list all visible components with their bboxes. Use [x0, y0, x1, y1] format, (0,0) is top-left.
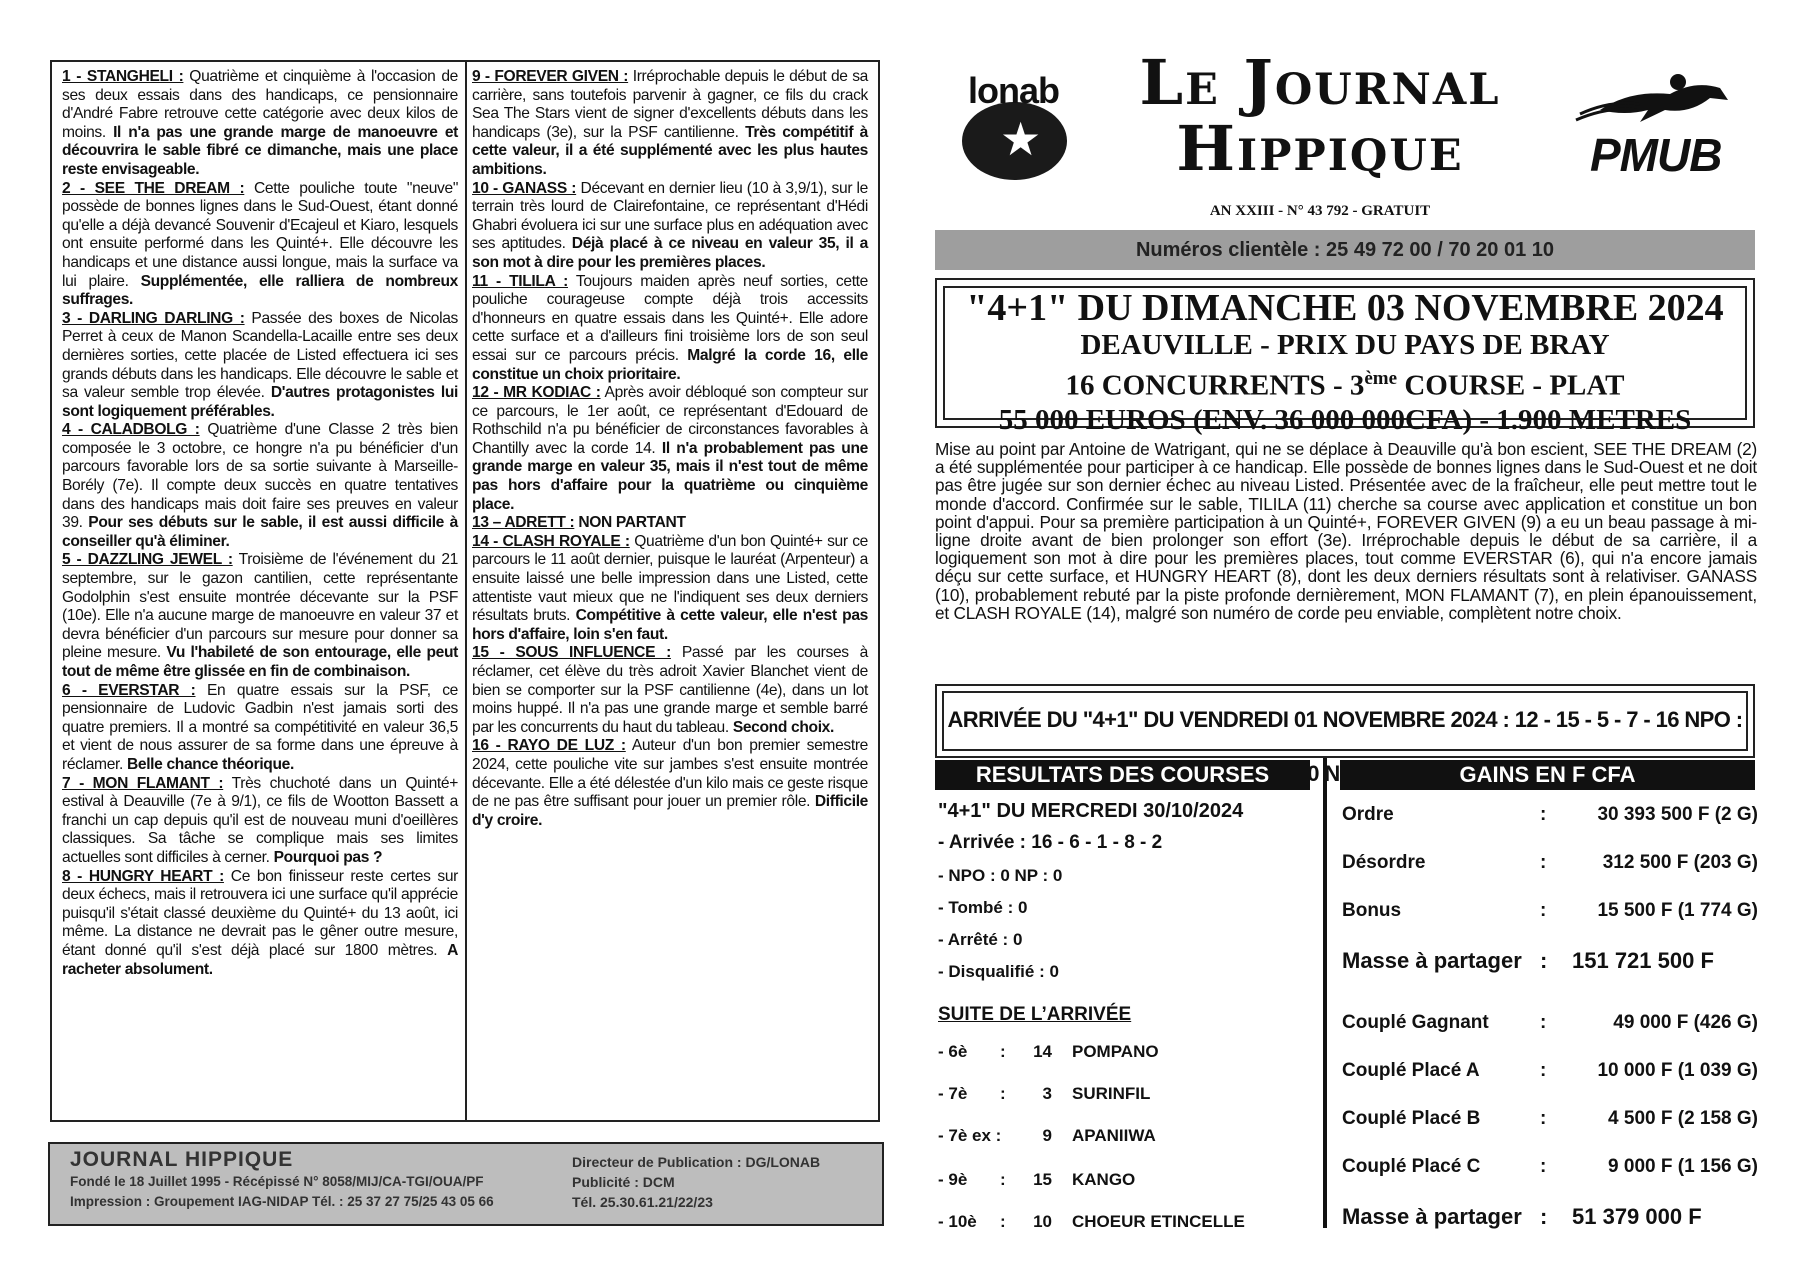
- commentary-entry: [62, 775, 458, 868]
- footer-director: Directeur de Publication : DG/LONAB: [572, 1154, 821, 1170]
- suite-num: 10: [1033, 1212, 1052, 1231]
- gains-label: Bonus: [1342, 900, 1402, 921]
- suite-pos: - 10è: [938, 1212, 977, 1231]
- gains-label: Couplé Gagnant: [1342, 1012, 1489, 1033]
- race-title: "4+1" DU DIMANCHE 03 NOVEMBRE 2024: [966, 287, 1724, 329]
- horse-comment: En quatre essais sur la PSF, ce pensionnaire de Ludovic Gadbin n'est jamais sorti des quatre premiers. Il a montré sa compétitivité en valeur 36,5 et vient de nous assurer de sa forme dans une épreuve à réclamer.: [62, 681, 458, 773]
- lonab-logo-text: lonab: [968, 70, 1059, 111]
- commentary-entry: [472, 533, 868, 645]
- commentary-entry: [472, 644, 868, 737]
- footer-line: Fondé le 18 Juillet 1995 - Récépissé N° 8058/MIJ/CA-TGI/OUA/PF: [70, 1174, 484, 1189]
- star-icon: ★: [1000, 113, 1042, 165]
- horse-name: 15 - SOUS INFLUENCE :: [472, 644, 671, 662]
- column-divider: [465, 62, 467, 1120]
- gains-colon: :: [1540, 1204, 1548, 1229]
- gains-colon: :: [1540, 1156, 1547, 1177]
- commentary-entry: [472, 273, 868, 385]
- suite-title: SUITE DE L’ARRIVÉE: [938, 1004, 1132, 1025]
- commentary-entry: [62, 310, 458, 422]
- commentary-entry: [472, 737, 868, 830]
- horse-verdict: D'autres protagonistes lui sont logiquement préférables.: [62, 384, 458, 420]
- horse-comment: Irréprochable depuis le début de sa carrière, sans toutefois parvenir à gagner, ce fils du crack Sea The Stars vient de signer d'excellents débuts dans les handicaps (3e), sur la PSF cantilienne.: [472, 68, 868, 141]
- gains-label: Masse à partager: [1342, 948, 1522, 973]
- horse-name: 8 - HUNGRY HEART :: [62, 867, 224, 885]
- gains-label: Désordre: [1342, 852, 1426, 873]
- suite-pos: - 6è: [938, 1042, 968, 1061]
- suite-num: 9: [1042, 1126, 1052, 1145]
- gains-value: 10 000 F (1 039 G): [1597, 1060, 1758, 1081]
- horse-name: 9 - FOREVER GIVEN :: [472, 68, 629, 85]
- horse-name: 7 - MON FLAMANT :: [62, 774, 224, 792]
- gains-value: 9 000 F (1 156 G): [1608, 1156, 1758, 1177]
- gains-colon: :: [1540, 1060, 1547, 1081]
- results-title: "4+1" DU MERCREDI 30/10/2024: [938, 800, 1244, 822]
- commentary-column-2: [472, 68, 868, 830]
- suite-name: APANIIWA: [1072, 1126, 1156, 1145]
- horse-verdict: Pour ses débuts sur le sable, il est aussi difficile à conseiller qu'à éliminer.: [62, 514, 458, 550]
- results-line: - NPO : 0 NP : 0: [938, 866, 1063, 885]
- suite-name: KANGO: [1072, 1170, 1136, 1189]
- gains-colon: :: [1540, 948, 1548, 973]
- horse-verdict: Second choix.: [732, 718, 834, 736]
- gains-value: 30 393 500 F (2 G): [1597, 804, 1758, 825]
- horse-comment: Quatrième et cinquième à l'occasion de ses deux essais dans des handicaps, ce pensionnaire d'André Fabre retrouve cette catégorie avec deux kilos de moins.: [62, 68, 458, 141]
- gains-value: 15 500 F (1 774 G): [1597, 900, 1758, 921]
- horse-name: 5 - DAZZLING JEWEL :: [62, 551, 233, 569]
- gains-value: 51 379 000 F: [1572, 1204, 1702, 1229]
- horse-verdict: A racheter absolument.: [62, 941, 458, 978]
- commentary-box: [50, 60, 880, 1122]
- horse-name: 13 – ADRETT :: [472, 514, 575, 532]
- results-line: - Arrivée : 16 - 6 - 1 - 8 - 2: [938, 832, 1163, 853]
- suite-name: SURINFIL: [1072, 1084, 1151, 1103]
- gains-label: Couplé Placé B: [1342, 1108, 1481, 1129]
- gains-colon: :: [1540, 1012, 1547, 1033]
- horse-verdict: Il n'a probablement pas une grande marge en valeur 35, mais il n'est tout de même pas hors d'affaire pour la quatrième ou cinquième place.: [472, 439, 868, 513]
- suite-name: CHOEUR ETINCELLE: [1072, 1212, 1245, 1231]
- suite-pos: - 7è: [938, 1084, 968, 1103]
- suite-num: 3: [1042, 1084, 1052, 1103]
- suite-pos: - 9è: [938, 1170, 968, 1189]
- horse-verdict: Belle chance théorique.: [126, 755, 294, 773]
- gains-colon: :: [1540, 852, 1547, 873]
- horse-comment: Quatrième d'une Classe 2 très bien composée le 3 octobre, ce hongre n'a pu bénéficier d'un parcours favorable lors de sa sortie suivante à Marseille-Borély (7e). Il compte deux succès en quatre tentatives dans des handicaps mais doit faire ses preuves en valeur 39.: [62, 421, 458, 532]
- horse-verdict: Pourquoi pas ?: [273, 848, 383, 866]
- suite-name: POMPANO: [1072, 1042, 1159, 1061]
- horse-name: 3 - DARLING DARLING :: [62, 309, 245, 327]
- horse-comment: Très chuchoté dans un Quinté+ estival à Deauville (7e à 9/1), ce fils de Wootton Bassett a franchi un cap depuis qu'il est de nouveau muni d'oeillères classiques. Sa tâche se complique mais ses limites actuelles sont difficiles à cerner.: [62, 774, 458, 866]
- edition-line: AN XXIII - N° 43 792 - GRATUIT: [1209, 203, 1431, 219]
- race-venue: DEAUVILLE - PRIX DU PAYS DE BRAY: [1080, 329, 1610, 361]
- horse-comment: Troisième de l'événement du 21 septembre, sur le gazon cantilien, cette représentante Godolphin s'est ensuite montrée décevante sur la PSF (10e). Elle n'a aucune marge de manoeuvre en valeur 37 et devra bénéficier d'un parcours sur mesure pour donner sa pleine mesure.: [62, 551, 458, 662]
- commentary-entry: [62, 68, 458, 180]
- gains-label: Couplé Placé C: [1342, 1156, 1481, 1177]
- results-line: - Arrêté : 0: [938, 930, 1023, 949]
- commentary-entry: [62, 180, 458, 310]
- horse-verdict: Il n'a pas une grande marge de manoeuvre et découvrira le sable fibré ce dimanche, mais une place reste envisageable.: [62, 123, 458, 178]
- horse-comment: Auteur d'un bon premier semestre 2024, cette pouliche vite sur jambes s'est ensuite montrée décevante. Elle a été délestée d'un kilo mais ce geste risque de ne pas être suffisant pour jouer un premier rôle.: [472, 737, 868, 811]
- horse-comment: Quatrième d'un bon Quinté+ sur ce parcours le 11 août dernier, puisque le lauréat (Arpenteur) a ensuite laissé une belle impression dans une Listed, cette attentiste vaut mieux que ne l'indiquent ses deux derniers résultats bruts.: [472, 532, 868, 625]
- pmub-logo: PMUB: [1590, 129, 1722, 181]
- horse-verdict: NON PARTANT: [578, 514, 686, 532]
- gains-value: 49 000 F (426 G): [1613, 1012, 1758, 1033]
- results-header: RESULTATS DES COURSES: [935, 760, 1310, 790]
- race-synopsis: Mise au point par Antoine de Watrigant, qui ne se déplace à Deauville qu'à bon escient, SEE THE DREAM (2) a été supplémentée pour participer à ce handicap. Elle possède de bonnes lignes dans le Sud-Ouest et ne doit pas être jugée sur son dernier échec au niveau Listed. Présentée avec de la fraîcheur, elle peut mettre tout le monde d'accord. Confirmée sur le sable, TILILA (11) cherche sa course avec application et constitue un bon point d'appui. Pour sa première participation à un Quinté+, FOREVER GIVEN (9) a eu un beau passage à mi-ligne droite avant de bien prolonger son effort (3e). Irréprochable depuis le début de sa carrière, il a logiquement son mot à dire pour les premières places, tout comme EVERSTAR (6), qui n'a encore jamais déçu sur cette surface, et HUNGRY HEART (8), dont les deux derniers résultats sont à relativiser. GANASS (10), probablement rebuté par la piste profonde dernièrement, MON FLAMANT (7), en plein épanouissement, et CLASH ROYALE (14), malgré son numéro de corde peu enviable, complètent notre choix.: [935, 439, 1757, 623]
- horse-name: 2 - SEE THE DREAM :: [62, 179, 245, 197]
- horse-verdict: Compétitive à cette valeur, elle n'est pas hors d'affaire, loin s'en faut.: [472, 607, 868, 643]
- results-divider: [1323, 758, 1327, 1228]
- commentary-entry: [472, 514, 868, 533]
- gains-value: 312 500 F (203 G): [1602, 852, 1758, 873]
- commentary-entry: [62, 421, 458, 551]
- footer-line: Impression : Groupement IAG-NIDAP Tél. : 25 37 27 75/25 43 05 66: [70, 1194, 494, 1209]
- horse-jockey-icon: [1570, 70, 1740, 130]
- horse-comment: Décevant en dernier lieu (10 à 3,9/1), sur le terrain très lourd de Clairefontaine, ce représentant d'Hédi Ghabri évoluera ici sur une surface plus en adéquation avec ses aptitudes.: [472, 179, 868, 253]
- horse-comment: Ce bon finisseur reste certes sur deux échecs, mais il retrouvera ici une surface qu'il apprécie puisqu'il s'était classé deuxième du Quinté+ du 13 août, ici même. La distance ne devrait pas le gêner outre mesure, étant donné qu'il s'est déjà placé sur 1800 mètres.: [62, 867, 459, 959]
- horse-name: 12 - MR KODIAC :: [472, 384, 601, 402]
- commentary-entry: [472, 68, 868, 180]
- suite-colon: :: [1000, 1212, 1006, 1231]
- horse-name: 6 - EVERSTAR :: [62, 681, 196, 699]
- horse-comment: Passée des boxes de Nicolas Perret à ceux de Manon Scandella-Lacaille entre ses deux dernières sorties, cette placée de Listed effectuera ici ses grands débuts dans les handicaps. Elle découvre le sable et sa valeur semble trop élevée.: [62, 309, 458, 402]
- commentary-entry: [62, 682, 458, 775]
- horse-name: 14 - CLASH ROYALE :: [472, 532, 630, 550]
- race-info: 16 CONCURRENTS - 3ème COURSE - PLAT: [1065, 368, 1625, 402]
- horse-verdict: Très compétitif à cette valeur, il a été supplémenté avec les plus hautes ambitions.: [472, 123, 868, 178]
- gains-value: 151 721 500 F: [1572, 948, 1714, 973]
- gains-colon: :: [1540, 804, 1547, 825]
- race-title-box: [935, 278, 1755, 436]
- horse-verdict: Vu l'habileté de son entourage, elle peut tout de même être glissée en fin de combinaison.: [62, 644, 458, 680]
- horse-verdict: Malgré la corde 16, elle constitue un choix prioritaire.: [472, 346, 868, 383]
- suite-colon: :: [1000, 1042, 1006, 1061]
- results-line: - Disqualifié : 0: [938, 962, 1059, 981]
- suite-colon: :: [1000, 1084, 1006, 1103]
- horse-verdict: Difficile d'y croire.: [472, 793, 868, 829]
- gains-colon: :: [1540, 1108, 1547, 1129]
- footer: [48, 1142, 884, 1226]
- horse-name: 16 - RAYO DE LUZ :: [472, 737, 626, 755]
- results-line: - Tombé : 0: [938, 898, 1028, 917]
- gains-colon: :: [1540, 900, 1547, 921]
- horse-name: 1 - STANGHELI :: [62, 68, 184, 85]
- suite-num: 15: [1033, 1170, 1052, 1189]
- gains-label: Couplé Placé A: [1342, 1060, 1480, 1081]
- gains-header: GAINS EN F CFA: [1340, 760, 1755, 790]
- horse-comment: Après avoir débloqué son compteur sur ce parcours, le 1er août, ce représentant d'Edouard de Rothschild n'a pu bénéficier de circonstances favorables à Chantilly avec la corde 14.: [472, 384, 868, 457]
- commentary-entry: [62, 868, 458, 980]
- horse-comment: Toujours maiden après neuf sorties, cette pouliche courageuse compte déjà trois accessits d'honneurs en quatre essais dans les Quinté+. Elle adore cette surface et a d'ailleurs fini troisième lors de son seul essai sur ce parcours précis.: [472, 272, 868, 364]
- gains-label: Masse à partager: [1342, 1204, 1522, 1229]
- footer-publicite: Publicité : DCM: [572, 1174, 675, 1190]
- commentary-entry: [472, 180, 868, 273]
- arrival-text: ARRIVÉE DU "4+1" DU VENDREDI 01 NOVEMBRE 2024 : 12 - 15 - 5 - 7 - 16 NPO : 0 NP: [942, 691, 1748, 751]
- masthead-title: Le Journal Hippique: [1139, 46, 1501, 185]
- customer-numbers-bar: Numéros clientèle : 25 49 72 00 / 70 20 01 10: [935, 230, 1755, 270]
- horse-comment: Passé par les courses à réclamer, cet élève du très adroit Xavier Blanchet vient de bien se comporter sur la PSF cantilienne (4e), dans un lot moins huppé. Il n'a pas une grande marge et semble barré par les concurrents du haut du tableau.: [472, 644, 868, 736]
- gains-label: Ordre: [1342, 804, 1394, 825]
- horse-name: 11 - TILILA :: [472, 272, 568, 290]
- suite-pos: - 7è ex :: [938, 1126, 1002, 1145]
- horse-name: 4 - CALADBOLG :: [62, 421, 200, 439]
- horse-name: 10 - GANASS :: [472, 179, 577, 197]
- horse-verdict: Supplémentée, elle ralliera de nombreux suffrages.: [62, 272, 458, 309]
- suite-colon: :: [1000, 1170, 1006, 1189]
- footer-title: JOURNAL HIPPIQUE: [70, 1148, 294, 1171]
- suite-num: 14: [1033, 1042, 1052, 1061]
- commentary-column-1: [62, 68, 458, 979]
- commentary-entry: [62, 551, 458, 681]
- race-prize: 55 000 EUROS (ENV. 36 000 000CFA) - 1.900 METRES: [998, 403, 1692, 436]
- commentary-entry: [472, 384, 868, 514]
- footer-phone: Tél. 25.30.61.21/22/23: [572, 1194, 713, 1210]
- horse-verdict: Déjà placé à ce niveau en valeur 35, il a son mot à dire pour les premières places.: [472, 235, 869, 271]
- horse-comment: Cette pouliche toute "neuve" possède de bonnes lignes dans le Sud-Ouest, étant donné qu'elle a déjà devancé Souvenir d'Ecajeul et Kiaro, lesquels ont ensuite performé dans les Quinté+. Elle découvre les handicaps et une distance aussi longue, mais la surface va lui plaire.: [62, 179, 459, 290]
- gains-value: 4 500 F (2 158 G): [1608, 1108, 1758, 1129]
